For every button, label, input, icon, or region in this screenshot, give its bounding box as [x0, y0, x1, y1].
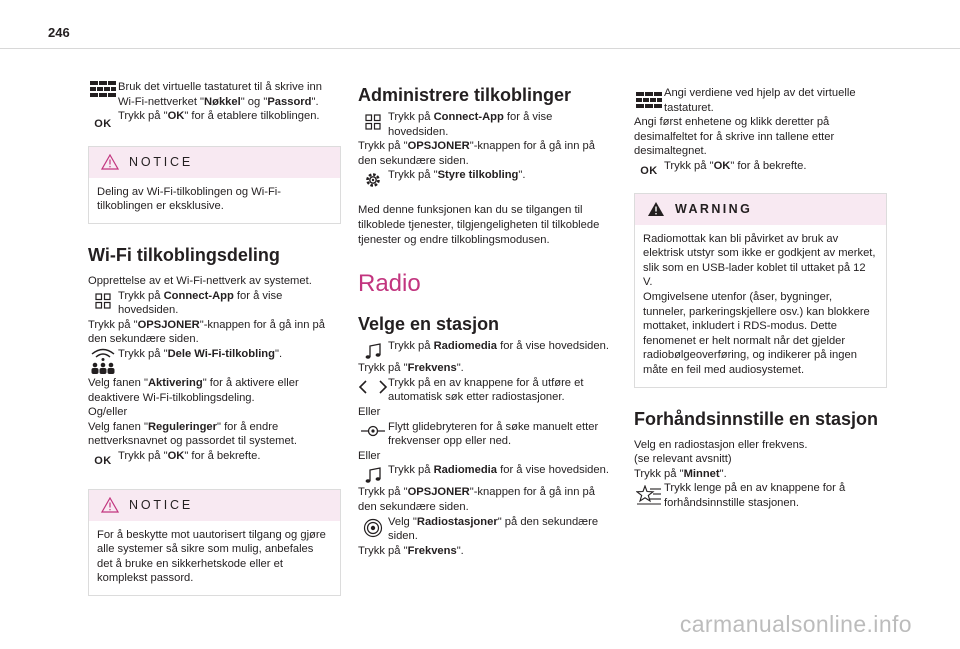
section-heading-preset: Forhåndsinnstille en stasjon — [634, 408, 879, 429]
radiomedia-text: Trykk på Radiomedia for å vise hovedsiden. — [388, 340, 609, 353]
radio-waves-icon — [358, 515, 388, 538]
select-text: Velg en radiostasjon eller frekvens. — [634, 438, 808, 451]
ok-icon: OK — [94, 454, 112, 467]
slider-text: Flytt glidebryteren for å søke manuelt etter frekvenser opp eller ned. — [388, 420, 599, 448]
connect-app-icon — [88, 289, 118, 309]
activation-text: Velg fanen "Aktivering" for å aktivere eller deaktivere Wi-Fi-tilkoblingsdeling. — [88, 376, 299, 404]
warning-triangle-icon — [101, 497, 119, 513]
column-2 — [358, 84, 613, 558]
stations-step — [358, 515, 613, 544]
ok-text: Trykk på "OK" for å etablere tilkoblingen. — [118, 110, 320, 123]
radio-heading: Radio — [358, 270, 421, 298]
preset-text: Trykk lenge på en av knappene for å forhåndsinnstille stasjonen. — [664, 482, 846, 509]
or-text: Eller — [358, 405, 381, 418]
intro-text: Opprettelse av et Wi-Fi-nettverk av systemet. — [88, 274, 312, 287]
header-divider — [0, 48, 960, 49]
manage-step — [358, 168, 613, 190]
settings-text: Velg fanen "Reguleringer" for å endre nettverksnavnet og passordet til systemet. — [88, 420, 297, 448]
radiomedia-step — [358, 339, 613, 361]
section-heading-wifi-share: Wi-Fi tilkoblingsdeling — [88, 244, 280, 265]
notice-title: NOTICE — [129, 154, 194, 169]
warning-triangle-icon — [101, 154, 119, 170]
wifi-share-step — [88, 347, 341, 375]
ok-icon: OK — [640, 164, 658, 177]
slider-icon — [358, 420, 388, 439]
keyboard-step — [88, 80, 341, 109]
radiomedia-step-2 — [358, 463, 613, 485]
warning-body-1: Radiomottak kan bli påvirket av bruk av elektrisk utstyr som ikke er godkjent av merket, slik som en USB-lader koblet til uttaket på 12 V. — [643, 232, 876, 289]
page-number: 246 — [48, 25, 70, 40]
ok-text: Trykk på "OK" for å bekrefte. — [664, 159, 807, 172]
notice-box-1 — [88, 146, 341, 224]
connect-app-icon — [358, 110, 388, 130]
memory-text: Trykk på "Minnet". — [634, 467, 727, 480]
notice-body: Deling av Wi-Fi-tilkoblingen og Wi-Fi-tilkoblingen er eksklusive. — [97, 185, 282, 213]
warning-body — [635, 225, 886, 387]
ok-step — [88, 109, 341, 132]
music-note-icon — [358, 463, 388, 485]
column-3 — [634, 86, 887, 510]
options-text: Trykk på "OPSJONER"-knappen for å gå inn på den sekundære siden. — [358, 140, 595, 167]
warning-body-2: Omgivelsene utenfor (åser, bygninger, tunneler, parkeringskjellere osv.) kan blokkere mottaket, inkludert i RDS-modus. Dette fenomenet er helt normalt når det gjelder radiobølgeoverføring, og indikerer på ingen måte en feil med audiosystemet. — [643, 290, 870, 376]
connect-app-step — [88, 289, 341, 318]
stations-text: Velg "Radiostasjoner" på den sekundære siden. — [388, 515, 599, 543]
arrows-text: Trykk på en av knappene for å utføre et automatisk søk etter radiostasjoner. — [388, 376, 584, 404]
music-note-icon — [358, 339, 388, 361]
column-1 — [88, 80, 341, 596]
connect-app-step — [358, 110, 613, 139]
wifi-share-icon — [88, 347, 118, 375]
warning-title: WARNING — [675, 201, 753, 216]
ok-step — [634, 159, 887, 179]
manage-desc: Med denne funksjonen kan du se tilgangen til tilkoblede tjenester, tilgjengeligheten til tilkoblede tjenester og endre tilkoblingsmodusen. — [358, 204, 600, 246]
notice-header — [89, 147, 340, 178]
keyboard-text: Angi verdiene ved hjelp av det virtuelle tastaturet. — [664, 87, 856, 114]
keyboard-step — [634, 86, 887, 115]
wifi-share-text: Trykk på "Dele Wi-Fi-tilkobling". — [118, 347, 283, 360]
ok-step-2 — [88, 449, 341, 469]
arrows-icon — [358, 376, 388, 395]
warning-box — [634, 193, 887, 388]
options-text-2: Trykk på "OPSJONER"-knappen for å gå inn på den sekundære siden. — [358, 486, 595, 513]
star-preset-icon — [634, 481, 664, 505]
frequency-text-2: Trykk på "Frekvens". — [358, 544, 464, 557]
notice-title: NOTICE — [129, 497, 194, 512]
or-text-2: Eller — [358, 449, 381, 462]
sub-heading-select-station: Velge en stasjon — [358, 314, 500, 335]
notice-box-2 — [88, 489, 341, 596]
notice-header — [89, 490, 340, 521]
options-text: Trykk på "OPSJONER"-knappen for å gå inn på den sekundære siden. — [88, 318, 325, 346]
preset-step — [634, 481, 887, 510]
section-heading-manage: Administrere tilkoblinger — [358, 85, 572, 105]
keyboard-icon — [88, 80, 118, 98]
gear-icon — [358, 168, 388, 190]
slider-step — [358, 420, 613, 449]
keyboard-icon — [634, 86, 664, 109]
manage-text: Trykk på "Styre tilkobling". — [388, 169, 526, 182]
connect-app-text: Trykk på Connect-App for å vise hovedsiden. — [388, 111, 553, 138]
watermark: carmanualsonline.info — [679, 611, 912, 637]
ok-text-2: Trykk på "OK" for å bekrefte. — [118, 449, 261, 462]
see-text: (se relevant avsnitt) — [634, 453, 732, 466]
arrows-step — [358, 376, 613, 405]
warning-header — [635, 194, 886, 225]
radiomedia-text-2: Trykk på Radiomedia for å vise hovedsiden. — [388, 464, 609, 477]
connect-app-text: Trykk på Connect-App for å vise hovedsiden. — [118, 289, 283, 317]
frequency-text: Trykk på "Frekvens". — [358, 362, 464, 375]
notice-body: For å beskytte mot uautorisert tilgang og gjøre alle systemer så sikre som mulig, anbefales det å bruke en sikkerhetskode eller et komplekst passord. — [97, 528, 326, 585]
keyboard-text: Bruk det virtuelle tastaturet til å skrive inn Wi-Fi-nettverket "Nøkkel" og "Passord". — [118, 81, 322, 108]
or-text: Og/eller — [88, 406, 128, 419]
unit-text: Angi først enhetene og klikk deretter på desimalfeltet for å skrive inn tallene etter desimaltegnet. — [634, 116, 835, 158]
warning-triangle-icon — [647, 201, 665, 217]
ok-icon: OK — [94, 118, 112, 131]
